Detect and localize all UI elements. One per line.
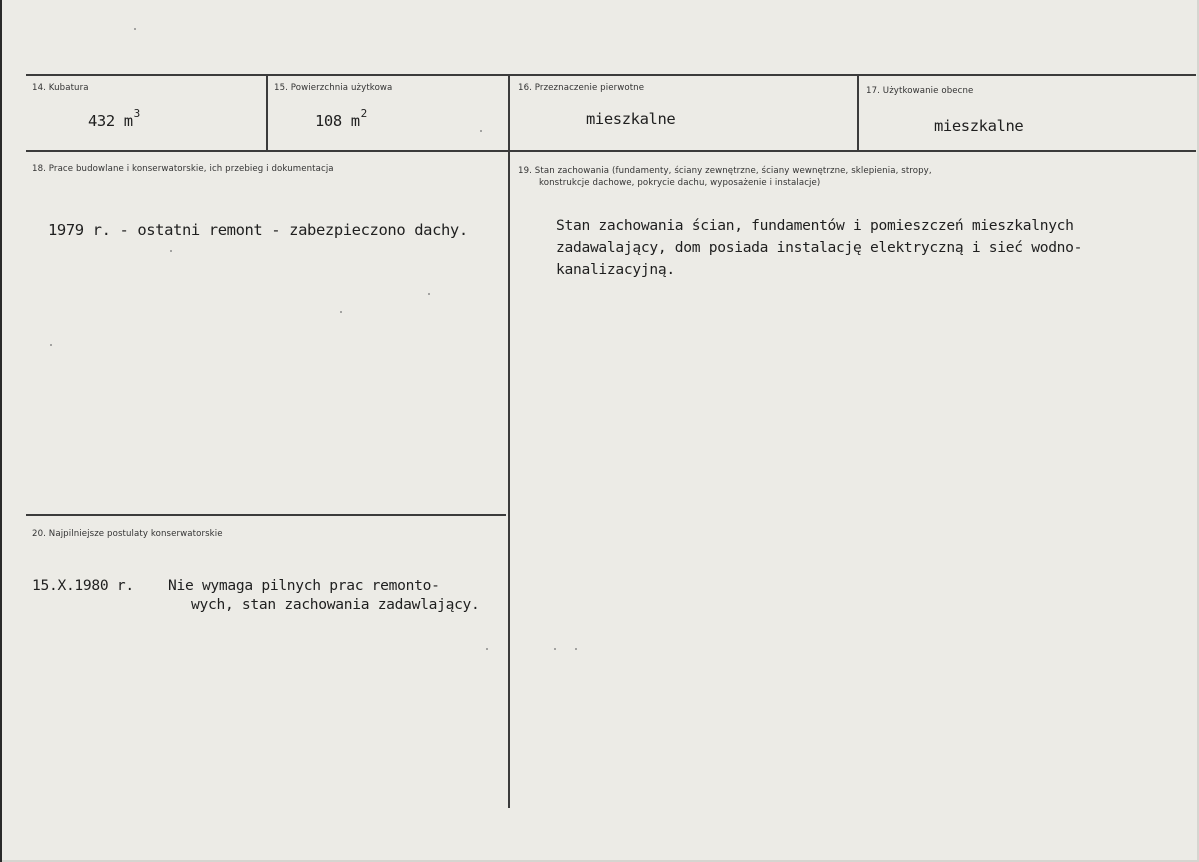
field-14-label: 14. Kubatura [32, 83, 89, 93]
field-18-label: 18. Prace budowlane i konserwatorskie, ich przebieg i dokumentacja [32, 164, 334, 174]
paper-speck [428, 293, 430, 295]
record-card [2, 0, 1199, 862]
top-rule [26, 74, 1196, 76]
row-divider-upper [26, 150, 1196, 152]
paper-speck [486, 648, 488, 650]
field-17-label: 17. Użytkowanie obecne [866, 86, 974, 96]
field-15-unit-exponent: 2 [360, 107, 367, 120]
field-16-label: 16. Przeznaczenie pierwotne [518, 83, 645, 93]
field-19-label: 19. Stan zachowania (fundamenty, ściany zewnętrzne, ściany wewnętrzne, sklepienia, stropy, [518, 166, 932, 176]
field-20-label: 20. Najpilniejsze postulaty konserwatorskie [32, 529, 223, 539]
field-20-date: 15.X.1980 r. [32, 577, 134, 594]
paper-speck [340, 311, 342, 313]
field-20-line-2: wych, stan zachowania zadawlający. [191, 596, 480, 613]
field-19-line-3: kanalizacyjną. [556, 261, 675, 278]
field-19-line-1: Stan zachowania ścian, fundamentów i pomieszczeń mieszkalnych [556, 217, 1074, 234]
field-14-value [88, 107, 140, 130]
col-divider-1 [266, 76, 268, 150]
paper-speck [170, 250, 172, 252]
col-divider-3 [857, 76, 859, 150]
paper-speck [554, 648, 556, 650]
row-divider-lower [26, 514, 506, 516]
field-14-unit-exponent: 3 [133, 107, 140, 120]
field-20-line-1: Nie wymaga pilnych prac remonto- [168, 577, 440, 594]
field-18-text: 1979 r. - ostatni remont - zabezpieczono dachy. [48, 221, 468, 239]
field-15-label: 15. Powierzchnia użytkowa [274, 83, 393, 93]
paper-speck [50, 344, 52, 346]
field-19-line-2: zadawalający, dom posiada instalację elektryczną i sieć wodno- [556, 239, 1083, 256]
field-15-value [315, 107, 367, 130]
field-17-value: mieszkalne [934, 117, 1024, 135]
paper-speck [134, 28, 136, 30]
field-19-label-cont: konstrukcje dachowe, pokrycie dachu, wyposażenie i instalacje) [539, 178, 821, 188]
col-divider-2 [508, 76, 510, 808]
paper-speck [575, 648, 577, 650]
field-15-number: 108 m [315, 112, 360, 130]
paper-speck [480, 130, 482, 132]
field-16-value: mieszkalne [586, 110, 676, 128]
field-14-number: 432 m [88, 112, 133, 130]
